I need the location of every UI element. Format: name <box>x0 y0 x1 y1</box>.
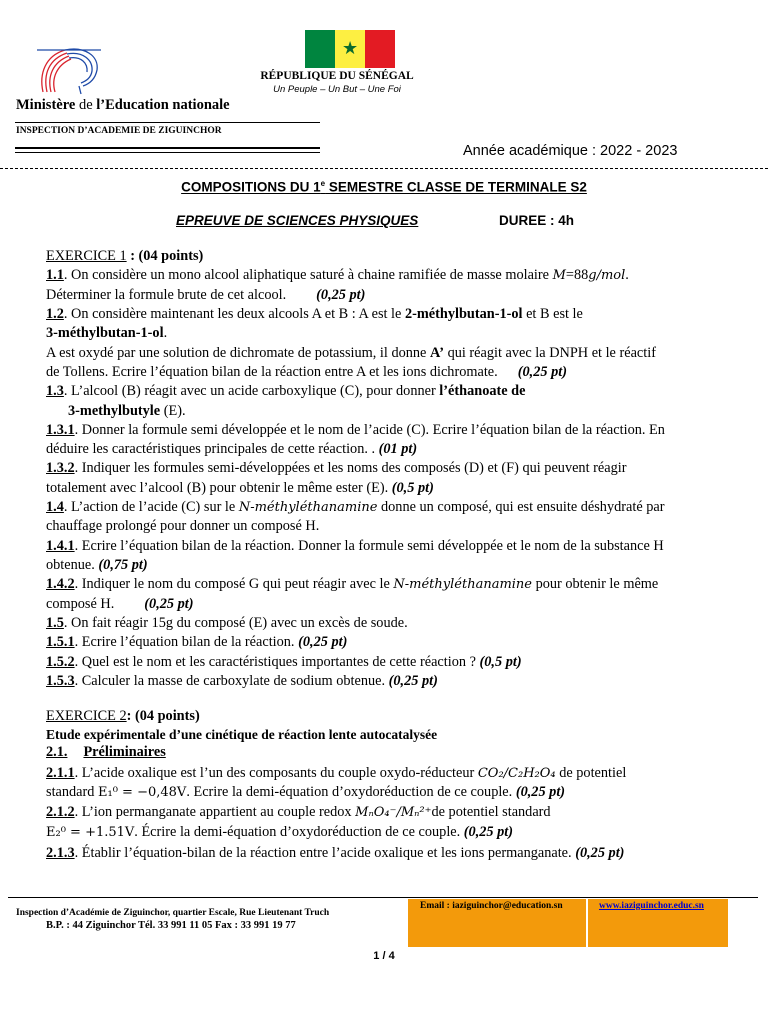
footer-website-link[interactable]: www.iaziguinchor.educ.sn <box>599 901 704 911</box>
motto: Un Peuple – Un But – Une Foi <box>273 84 401 95</box>
ministry-logo <box>35 44 103 96</box>
header-rule <box>15 152 320 153</box>
republic-label: RÉPUBLIQUE DU SÉNÉGAL <box>260 70 414 82</box>
separator <box>0 168 768 169</box>
question-1-4-2-line-2: composé H. (0,25 pt) <box>46 596 194 612</box>
question-2-1-1: 2.1.1. L’acide oxalique est l’un des composants du couple oxydo-réducteur CO₂/C₂H₂O₄ de potentiel <box>46 765 627 781</box>
section-2-1-heading: 2.1. Préliminaires <box>46 744 166 760</box>
header-rule <box>15 147 320 149</box>
inspection-label: INSPECTION D’ACADEMIE DE ZIGUINCHOR <box>16 126 222 136</box>
header-rule <box>15 122 320 123</box>
question-1-3: 1.3. L’alcool (B) réagit avec un acide carboxylique (C), pour donner l’éthanoate de <box>46 383 526 399</box>
question-1-4-1: 1.4.1. Ecrire l’équation bilan de la réaction. Donner la formule semi développée et le nom de la substance H <box>46 538 664 554</box>
question-2-1-2-line-2: E₂⁰ = +1.51V. Écrire la demi-équation d’oxydoréduction de ce couple. (0,25 pt) <box>46 824 514 840</box>
question-1-3-2: 1.3.2. Indiquer les formules semi-développées et les noms des composés (D) et (F) qui peuvent réagir <box>46 460 627 476</box>
footer-email: Email : iaziguinchor@education.sn <box>420 901 563 911</box>
question-1-4-line-2: chauffage prolongé pour donner un composé H. <box>46 518 320 534</box>
academic-year: Année académique : 2022 - 2023 <box>463 143 678 159</box>
question-2-1-1-line-2: standard E₁⁰ = −0,48V. Ecrire la demi-équation d’oxydoréduction de ce couple. (0,25 pt) <box>46 784 566 800</box>
question-1-4-1-line-2: obtenue. (0,75 pt) <box>46 557 148 573</box>
star-icon: ★ <box>342 38 359 58</box>
question-1-2-line-2: 3-méthylbutan-1-ol. <box>46 325 168 341</box>
question-2-1-2: 2.1.2. L’ion permanganate appartient au couple redox MₙO₄⁻/Mₙ²⁺de potentiel standard <box>46 804 551 820</box>
page-number: 1 / 4 <box>373 950 395 962</box>
question-1-5-3: 1.5.3. Calculer la masse de carboxylate de sodium obtenue. (0,25 pt) <box>46 673 438 689</box>
exam-title: COMPOSITIONS DU 1e SEMESTRE CLASSE DE TERMINALE S2 <box>181 179 587 195</box>
question-1-5-2: 1.5.2. Quel est le nom et les caractéristiques importantes de cette réaction ? (0,5 pt) <box>46 654 522 670</box>
footer-address: Inspection d’Académie de Ziguinchor, quartier Escale, Rue Lieutenant Truch <box>16 908 330 918</box>
question-1-3-2-line-2: totalement avec l’alcool (B) pour obtenir le même ester (E). (0,5 pt) <box>46 480 434 496</box>
question-1-2: 1.2. On considère maintenant les deux alcools A et B : A est le 2-méthylbutan-1-ol et B est le <box>46 306 583 322</box>
question-1-3-1-line-2: déduire les caractéristiques principales de cette réaction. . (01 pt) <box>46 441 418 457</box>
exercise-2-heading: EXERCICE 2: (04 points) <box>46 708 200 724</box>
question-1-5: 1.5. On fait réagir 15g du composé (E) avec un excès de soude. <box>46 615 408 631</box>
exercise-1-heading: EXERCICE 1 : (04 points) <box>46 248 204 264</box>
question-1-2-line-4: de Tollens. Ecrire l’équation bilan de la réaction entre A et les ions dichromate. (0,25 pt) <box>46 364 567 380</box>
question-2-1-3: 2.1.3. Établir l’équation-bilan de la réaction entre l’acide oxalique et les ions permanganate. (0,25 pt) <box>46 845 625 861</box>
question-1-4: 1.4. L’action de l’acide (C) sur le N-méthyléthanamine donne un composé, qui est ensuite déshydraté par <box>46 499 665 515</box>
footer-phone: B.P. : 44 Ziguinchor Tél. 33 991 11 05 Fax : 33 991 19 77 <box>46 920 296 931</box>
question-1-1-line-2: Déterminer la formule brute de cet alcool. (0,25 pt) <box>46 287 366 303</box>
duration: DUREE : 4h <box>499 213 575 228</box>
exercise-2-subtitle: Etude expérimentale d’une cinétique de réaction lente autocatalysée <box>46 727 438 742</box>
footer-rule <box>8 897 758 898</box>
senegal-flag <box>305 30 395 68</box>
subject-title: EPREUVE DE SCIENCES PHYSIQUES <box>176 213 419 228</box>
question-1-5-1: 1.5.1. Ecrire l’équation bilan de la réaction. (0,25 pt) <box>46 634 348 650</box>
question-1-3-1: 1.3.1. Donner la formule semi développée et le nom de l’acide (C). Ecrire l’équation bilan de la réaction. En <box>46 422 665 438</box>
question-1-4-2: 1.4.2. Indiquer le nom du composé G qui peut réagir avec le N-méthyléthanamine pour obtenir le même <box>46 576 659 592</box>
question-1-1: 1.1. On considère un mono alcool aliphatique saturé à chaine ramifiée de masse molaire M=88g/mol. <box>46 267 629 283</box>
question-1-3-line-2: 3-methylbutyle (E). <box>68 403 186 419</box>
question-1-2-line-3: A est oxydé par une solution de dichromate de potassium, il donne A’ qui réagit avec la DNPH et le réactif <box>46 345 656 361</box>
ministry-name: Ministère de l’Education nationale <box>16 97 230 113</box>
